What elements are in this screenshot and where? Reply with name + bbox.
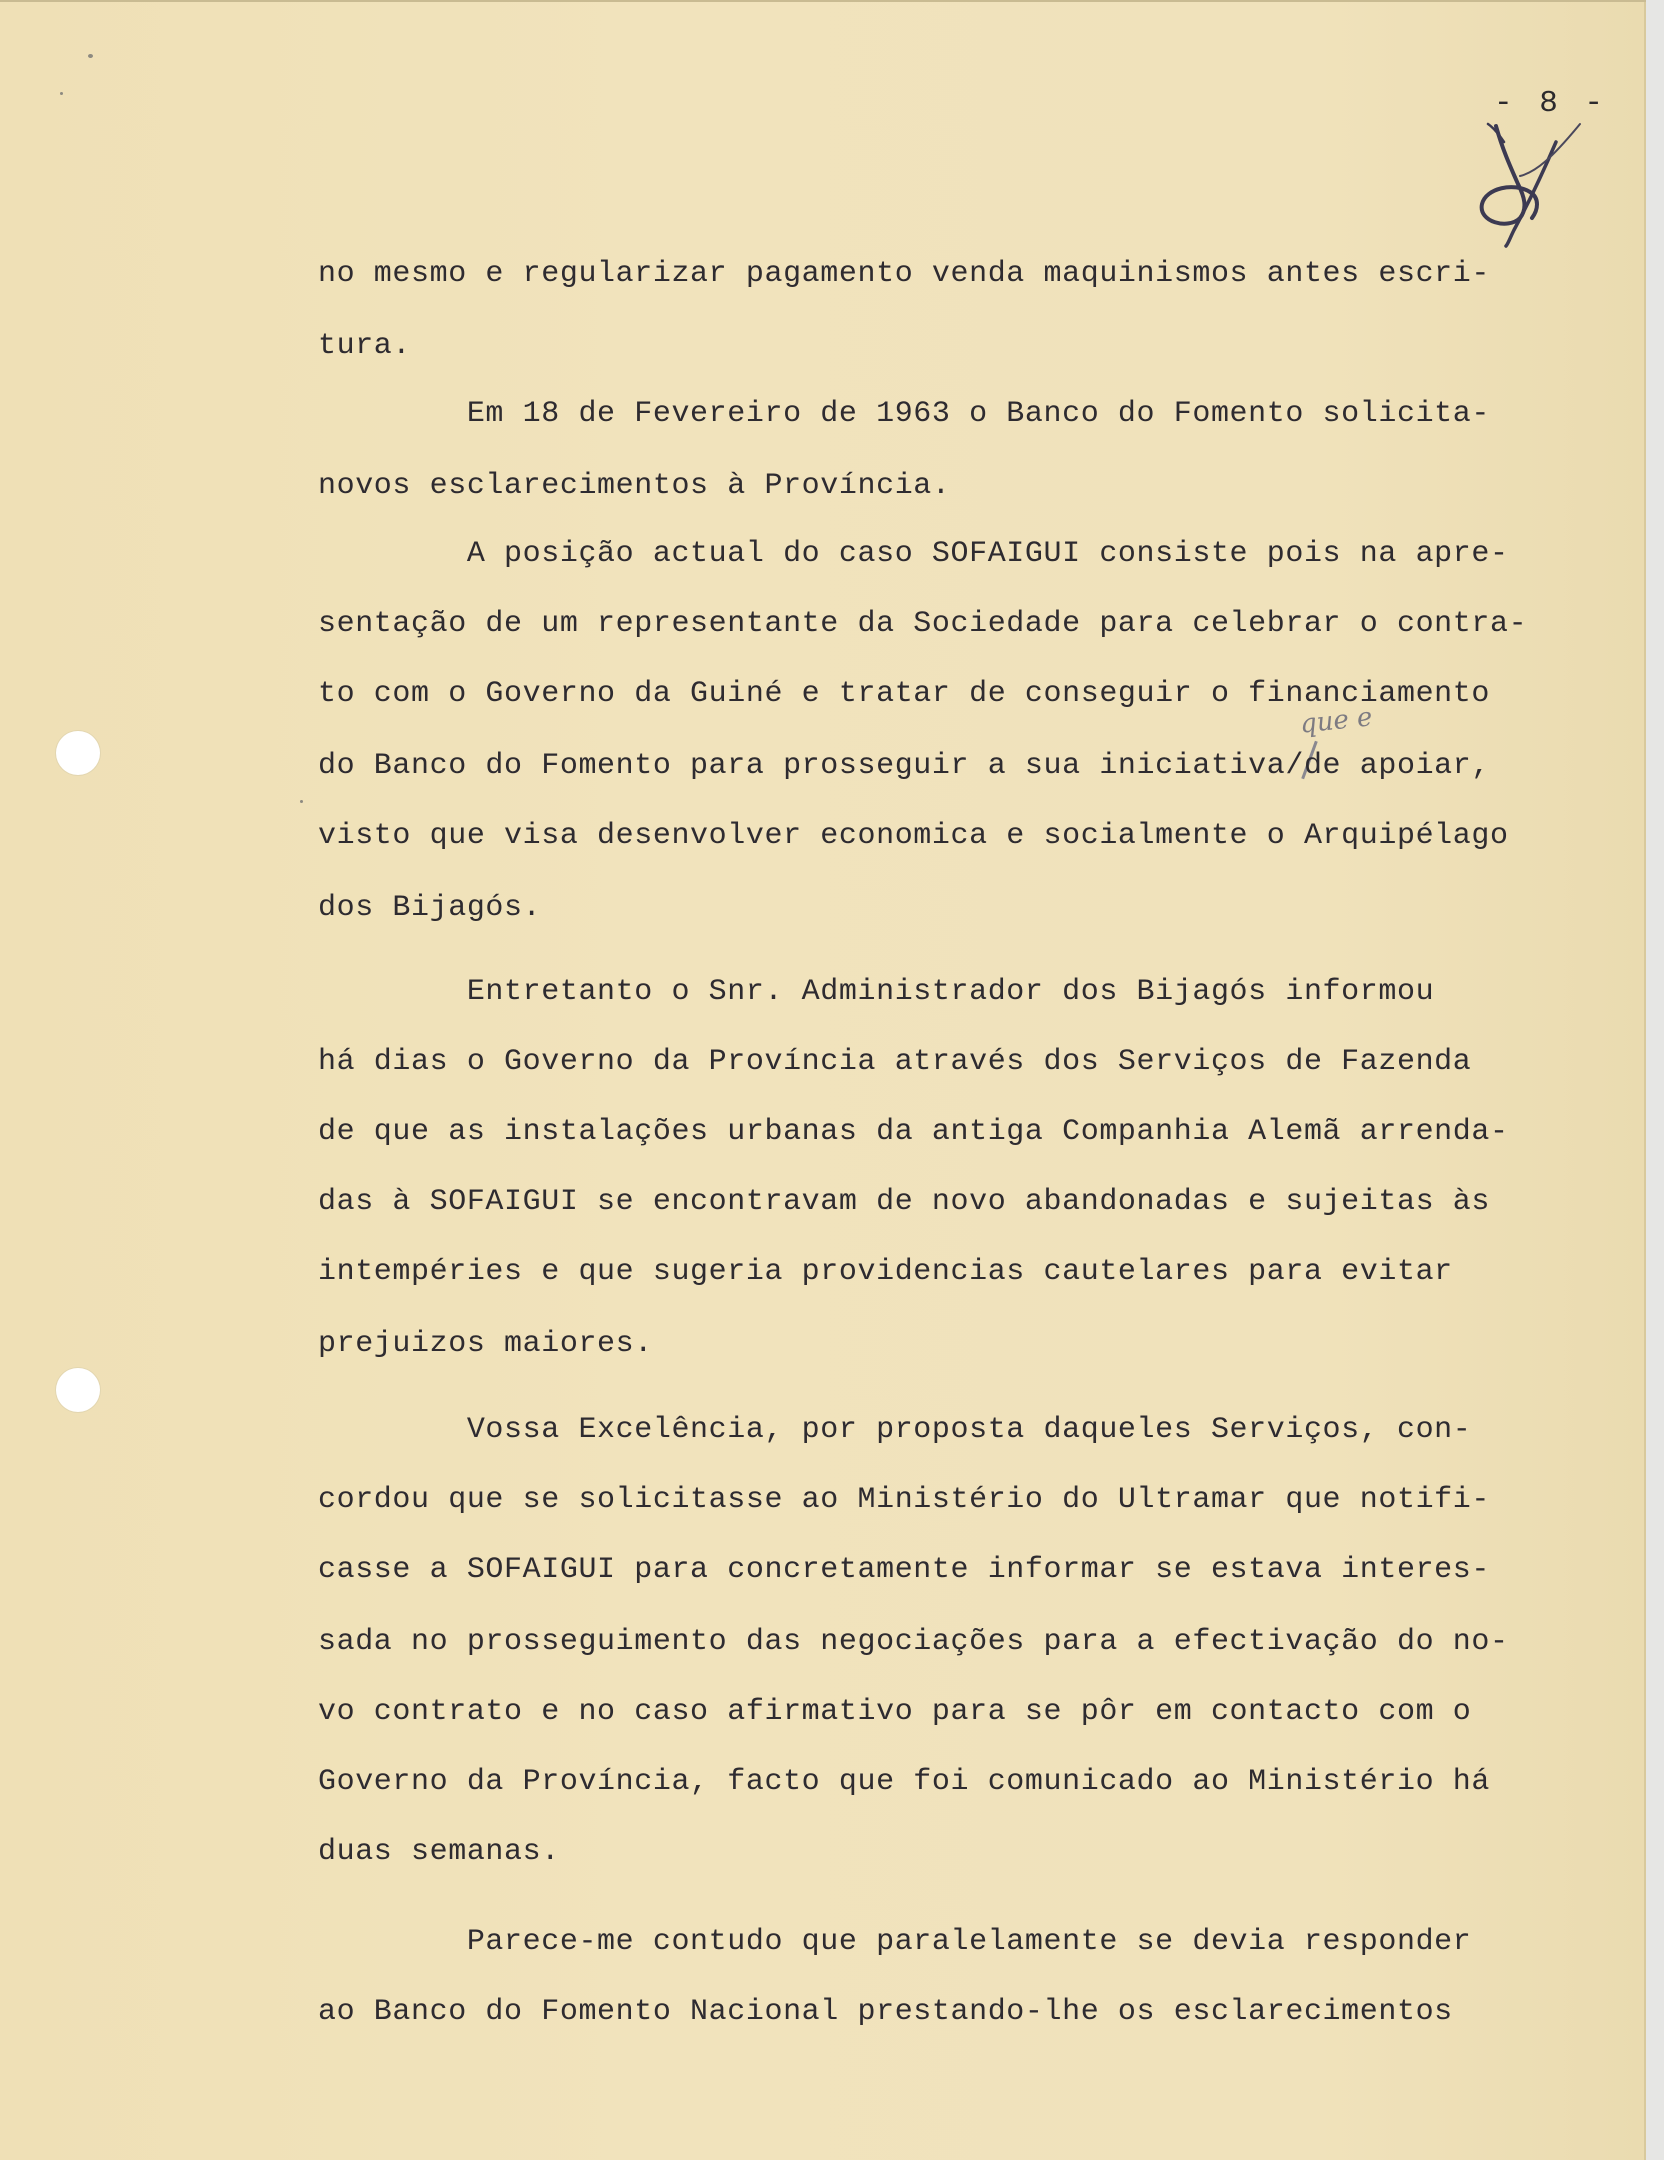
body-line: A posição actual do caso SOFAIGUI consiste pois na apre- [318,537,1509,571]
body-line: Governo da Província, facto que foi comunicado ao Ministério há [318,1765,1490,1799]
body-line: cordou que se solicitasse ao Ministério do Ultramar que notifi- [318,1483,1490,1517]
body-line: sada no prosseguimento das negociações para a efectivação do no- [318,1625,1509,1659]
punch-hole-lower [56,1368,100,1412]
page-number: - 8 - [1494,86,1608,121]
body-line: Vossa Excelência, por proposta daqueles Serviços, con- [318,1413,1472,1447]
body-line: há dias o Governo da Província através dos Serviços de Fazenda [318,1045,1472,1079]
body-line: dos Bijagós. [318,891,542,925]
body-line: casse a SOFAIGUI para concretamente informar se estava interes- [318,1553,1490,1587]
handwritten-insertion: que e [1298,702,1374,740]
handwritten-initials [1448,118,1598,248]
body-line: Parece-me contudo que paralelamente se devia responder [318,1925,1472,1959]
body-line: Entretanto o Snr. Administrador dos Bijagós informou [318,975,1435,1009]
body-line: intempéries e que sugeria providencias cautelares para evitar [318,1255,1453,1289]
body-line: vo contrato e no caso afirmativo para se pôr em contacto com o [318,1695,1472,1729]
punch-hole-upper [56,731,100,775]
scan-background-edge [1646,0,1664,2160]
body-line: no mesmo e regularizar pagamento venda maquinismos antes escri- [318,257,1490,291]
body-line: sentação de um representante da Sociedade para celebrar o contra- [318,607,1528,641]
paper-speck [88,54,93,58]
body-line: Em 18 de Fevereiro de 1963 o Banco do Fomento solicita- [318,397,1490,431]
body-line: das à SOFAIGUI se encontravam de novo abandonadas e sujeitas às [318,1185,1490,1219]
body-line: visto que visa desenvolver economica e socialmente o Arquipélago [318,819,1509,853]
body-line: to com o Governo da Guiné e tratar de conseguir o financiamento [318,677,1490,711]
body-line: novos esclarecimentos à Província. [318,469,951,503]
body-line: ao Banco do Fomento Nacional prestando-lhe os esclarecimentos [318,1995,1453,2029]
body-line: do Banco do Fomento para prosseguir a sua iniciativa/de apoiar, [318,749,1490,783]
body-line: de que as instalações urbanas da antiga Companhia Alemã arrenda- [318,1115,1509,1149]
paper-speck [60,92,63,95]
page-top-edge [0,0,1646,2]
body-line: duas semanas. [318,1835,560,1869]
paper-speck [300,800,303,803]
body-line: tura. [318,329,412,363]
body-line: prejuizos maiores. [318,1327,653,1361]
